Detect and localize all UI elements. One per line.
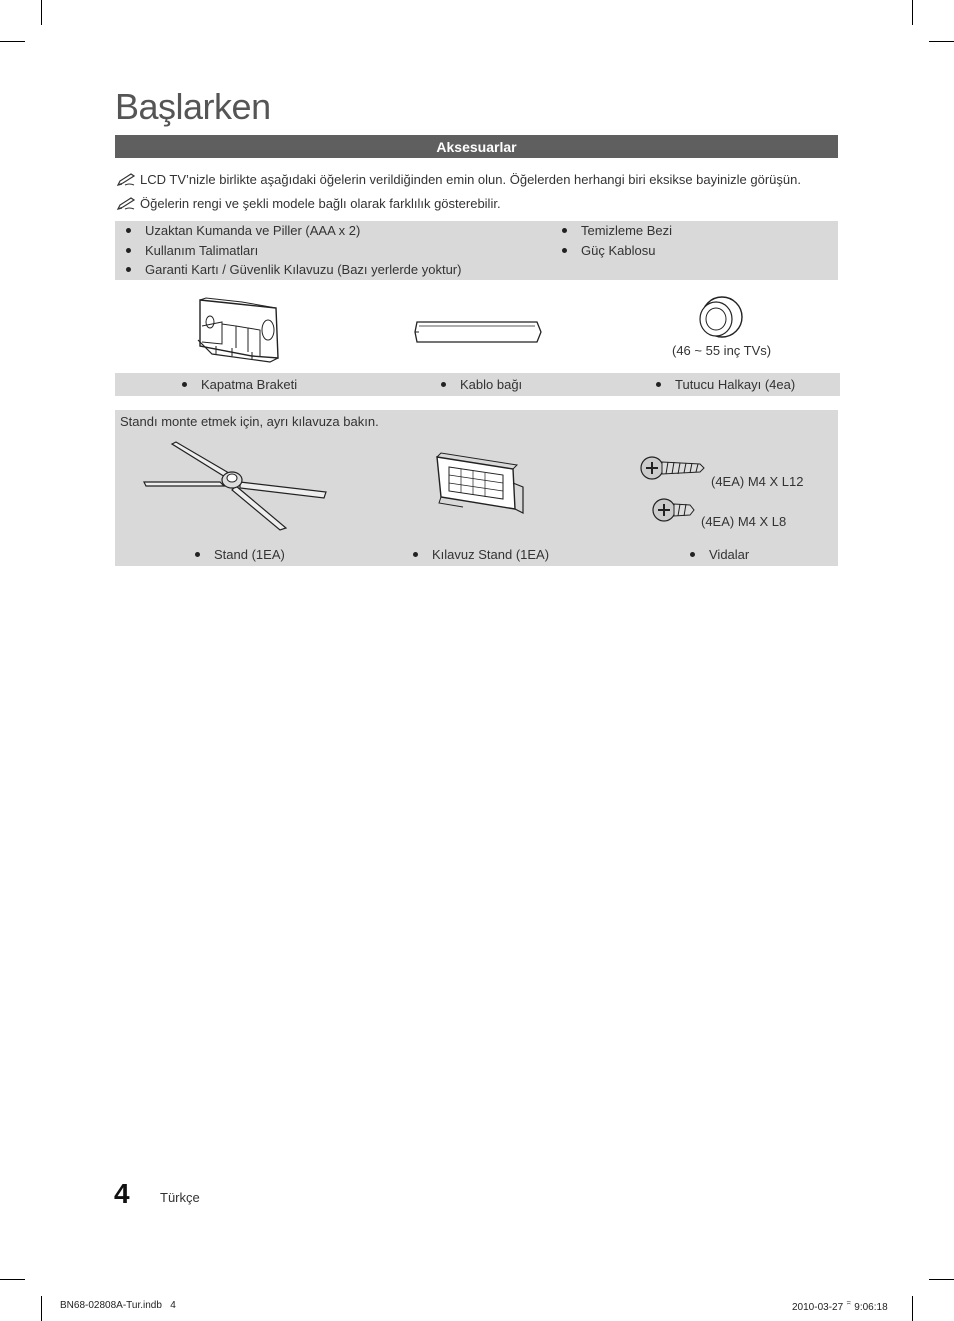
page-number: 4: [114, 1178, 130, 1209]
screw-spec-long: (4EA) M4 X L12: [711, 474, 804, 489]
stand-icon: [144, 442, 330, 532]
list-item: Stand (1EA): [195, 547, 285, 562]
print-slug-left: BN68-02808A-Tur.indb 4: [60, 1300, 176, 1311]
holder-ring-icon: [696, 295, 744, 339]
screw-icon: [640, 452, 706, 486]
list-item: Kılavuz Stand (1EA): [413, 547, 549, 562]
crop-mark: [0, 41, 25, 42]
list-item: Kapatma Braketi: [182, 377, 297, 392]
section-header: Aksesuarlar: [115, 135, 838, 158]
crop-mark: [41, 1296, 42, 1321]
note-text: Öğelerin rengi ve şekli modele bağlı olarak farklılık gösterebilir.: [140, 196, 501, 211]
list-item: Güç Kablosu: [562, 243, 655, 258]
screw-icon: [652, 493, 696, 527]
note-line-2: [116, 196, 501, 211]
stand-intro: Standı monte etmek için, ayrı kılavuza bakın.: [120, 414, 379, 429]
holder-ring-note: (46 ~ 55 inç TVs): [672, 343, 772, 358]
print-slug-right: 2010-03-27 ꩰ 9:06:18: [792, 1302, 888, 1313]
note-line-1: [116, 172, 801, 187]
list-item: Tutucu Halkayı (4ea): [656, 377, 795, 392]
cover-bracket-icon: [192, 296, 284, 364]
crop-mark: [929, 41, 954, 42]
list-item: Uzaktan Kumanda ve Piller (AAA x 2): [126, 223, 360, 238]
note-text: LCD TV’nizle birlikte aşağıdaki öğelerin verildiğinden emin olun. Öğelerden herhangi biri eksikse bayinizle görüşün.: [140, 172, 801, 187]
guide-stand-icon: [433, 453, 525, 517]
crop-mark: [929, 1279, 954, 1280]
list-item: Temizleme Bezi: [562, 223, 672, 238]
crop-mark: [0, 1279, 25, 1280]
list-item: Garanti Kartı / Güvenlik Kılavuzu (Bazı yerlerde yoktur): [126, 262, 461, 277]
crop-mark: [912, 1296, 913, 1321]
screw-spec-short: (4EA) M4 X L8: [701, 514, 787, 529]
footer-language: Türkçe: [160, 1190, 200, 1205]
list-item: Kablo bağı: [441, 377, 522, 392]
crop-mark: [912, 0, 913, 25]
note-pen-icon: [116, 173, 136, 187]
page-title: Başlarken: [115, 86, 271, 127]
crop-mark: [41, 0, 42, 25]
list-item: Kullanım Talimatları: [126, 243, 258, 258]
note-pen-icon: [116, 197, 136, 211]
cable-tie-icon: [413, 320, 543, 344]
list-item: Vidalar: [690, 547, 749, 562]
